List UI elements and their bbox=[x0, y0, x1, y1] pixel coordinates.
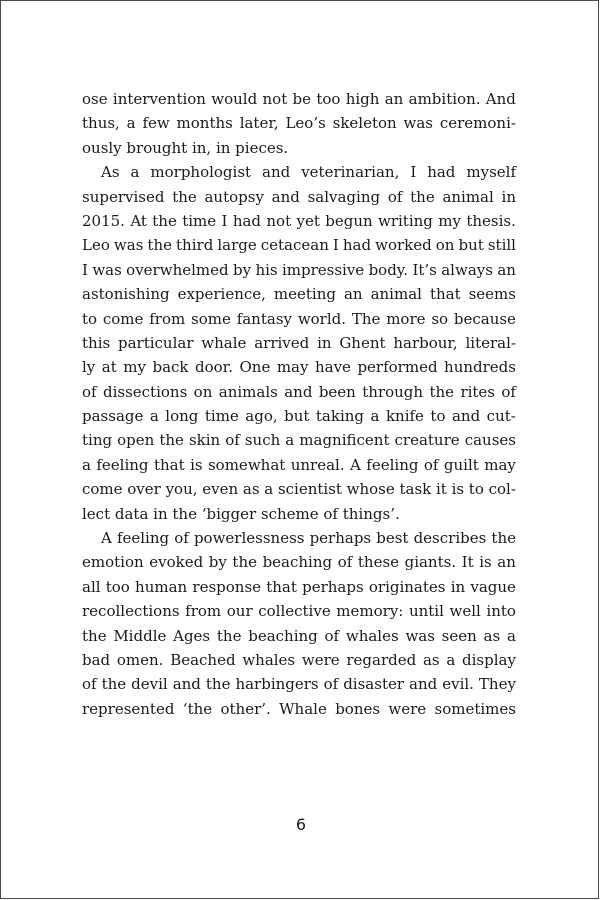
word: a bbox=[506, 626, 516, 645]
word: cut- bbox=[486, 407, 516, 426]
word: of bbox=[174, 529, 189, 548]
word: of bbox=[337, 553, 353, 572]
word: disaster bbox=[343, 675, 405, 694]
word: recollections bbox=[82, 602, 180, 621]
word: to bbox=[82, 309, 98, 328]
word: by bbox=[232, 260, 252, 279]
word: thesis. bbox=[466, 211, 516, 230]
word: the bbox=[491, 529, 516, 548]
word: dissections bbox=[102, 382, 188, 401]
word: seems bbox=[468, 285, 516, 304]
word: the bbox=[205, 675, 231, 694]
word: the bbox=[172, 187, 197, 206]
word: the bbox=[147, 236, 172, 255]
word: whale bbox=[201, 333, 247, 352]
word: task bbox=[399, 480, 432, 499]
word: an bbox=[343, 285, 363, 304]
word: months bbox=[176, 114, 233, 133]
word: of bbox=[82, 675, 97, 694]
word: arrived bbox=[254, 333, 310, 352]
word: describes bbox=[413, 529, 487, 548]
word: was bbox=[92, 260, 122, 279]
word: sometimes bbox=[434, 699, 516, 718]
word: thus, bbox=[82, 114, 120, 133]
text-line bbox=[82, 160, 516, 184]
word: skeleton bbox=[332, 114, 397, 133]
word: at bbox=[101, 358, 117, 377]
word: a bbox=[446, 650, 456, 669]
word: I bbox=[332, 236, 339, 255]
word: Beached bbox=[170, 650, 236, 669]
text-line bbox=[82, 111, 516, 135]
word: feeling bbox=[116, 529, 170, 548]
word: is bbox=[190, 455, 203, 474]
word: magnificent bbox=[299, 431, 390, 450]
word: body. bbox=[368, 260, 409, 279]
text-line bbox=[82, 477, 516, 501]
word: the bbox=[152, 211, 177, 230]
word: skin bbox=[188, 431, 221, 450]
word: represented bbox=[82, 699, 175, 718]
word: Ages bbox=[173, 626, 211, 645]
word: a bbox=[130, 163, 140, 182]
text-line bbox=[82, 233, 516, 257]
word: regarded bbox=[346, 650, 417, 669]
word: well bbox=[449, 602, 481, 621]
word: is bbox=[479, 553, 492, 572]
word: was bbox=[113, 236, 144, 255]
word: through bbox=[362, 382, 424, 401]
text-line bbox=[82, 624, 516, 648]
text-line bbox=[82, 599, 516, 623]
word: long bbox=[165, 407, 199, 426]
word: some bbox=[191, 309, 231, 328]
text-line bbox=[82, 87, 516, 111]
word: in bbox=[317, 333, 332, 352]
word: animals bbox=[218, 382, 278, 401]
word: come bbox=[82, 480, 123, 499]
word: salvaging bbox=[307, 187, 381, 206]
word: passage bbox=[82, 407, 144, 426]
word: too bbox=[105, 577, 130, 596]
word: into bbox=[486, 602, 516, 621]
word: come bbox=[102, 309, 144, 328]
word: so bbox=[431, 309, 449, 328]
text-line bbox=[82, 331, 516, 355]
word: and bbox=[284, 382, 313, 401]
word: The bbox=[351, 309, 381, 328]
word: I bbox=[410, 163, 417, 182]
word: time bbox=[204, 407, 239, 426]
word: open bbox=[117, 431, 155, 450]
word: ambition. bbox=[408, 90, 481, 108]
word: as bbox=[422, 650, 440, 669]
word: too bbox=[316, 90, 341, 108]
word: whose bbox=[346, 480, 395, 499]
word: of bbox=[387, 187, 403, 206]
word: myself bbox=[466, 163, 516, 182]
word: door. bbox=[195, 358, 233, 377]
word: of bbox=[324, 626, 340, 645]
word: that bbox=[429, 285, 461, 304]
text-line bbox=[82, 648, 516, 672]
word: a bbox=[285, 431, 295, 450]
word: memory: bbox=[336, 602, 404, 621]
word: until bbox=[408, 602, 444, 621]
word: over bbox=[127, 480, 161, 499]
word: 2015. bbox=[82, 211, 125, 230]
word: an bbox=[497, 260, 516, 279]
word: that bbox=[153, 455, 185, 474]
word: feeling bbox=[96, 455, 149, 474]
word: may bbox=[276, 358, 309, 377]
word: beaching bbox=[248, 626, 318, 645]
word: the bbox=[410, 187, 435, 206]
word: performed bbox=[357, 358, 438, 377]
text-line: ously brought in, in pieces. bbox=[82, 138, 289, 157]
word: vague bbox=[470, 577, 516, 596]
word: the bbox=[159, 431, 184, 450]
text-line bbox=[82, 282, 516, 306]
word: ago, bbox=[245, 407, 278, 426]
text-line bbox=[82, 209, 516, 233]
word: later, bbox=[239, 114, 279, 133]
word: They bbox=[478, 675, 516, 694]
word: writing bbox=[378, 211, 433, 230]
word: more bbox=[386, 309, 426, 328]
word: literal- bbox=[465, 333, 516, 352]
word: whales bbox=[345, 626, 399, 645]
word: world. bbox=[297, 309, 347, 328]
word: would bbox=[211, 90, 258, 108]
word: causes bbox=[464, 431, 516, 450]
word: a bbox=[370, 407, 380, 426]
word: impressive bbox=[281, 260, 365, 279]
word: begun bbox=[325, 211, 373, 230]
word: bones bbox=[335, 699, 381, 718]
word: third bbox=[176, 236, 214, 255]
word: on bbox=[193, 382, 213, 401]
word: At bbox=[130, 211, 147, 230]
word: veterinarian, bbox=[301, 163, 400, 182]
word: in bbox=[501, 187, 516, 206]
word: experience, bbox=[177, 285, 266, 304]
word: ceremoni- bbox=[439, 114, 516, 133]
word: may bbox=[484, 455, 516, 474]
text-line bbox=[82, 307, 516, 331]
word: always bbox=[441, 260, 493, 279]
word: had bbox=[427, 163, 456, 182]
word: that bbox=[266, 577, 297, 596]
word: perhaps bbox=[309, 529, 372, 548]
word: as bbox=[242, 480, 260, 499]
body-text bbox=[82, 87, 516, 721]
word: ting bbox=[82, 431, 113, 450]
word: A bbox=[101, 529, 112, 548]
word: by bbox=[208, 553, 227, 572]
word: my bbox=[438, 211, 461, 230]
text-line bbox=[82, 404, 516, 428]
word: the bbox=[429, 382, 455, 401]
word: high bbox=[345, 90, 380, 108]
word: Whale bbox=[279, 699, 327, 718]
word: particular bbox=[117, 333, 194, 352]
word: autopsy bbox=[204, 187, 264, 206]
word: my bbox=[123, 358, 146, 377]
word: was bbox=[403, 114, 433, 133]
word: display bbox=[462, 650, 516, 669]
word: whales bbox=[242, 650, 296, 669]
word: unreal. bbox=[290, 455, 345, 474]
text-line bbox=[82, 380, 516, 404]
word: of bbox=[225, 431, 240, 450]
word: from bbox=[185, 602, 222, 621]
word: were bbox=[301, 650, 340, 669]
word: of bbox=[323, 675, 339, 694]
word: guilt bbox=[443, 455, 479, 474]
word: It bbox=[461, 553, 474, 572]
word: was bbox=[405, 626, 435, 645]
word: meeting bbox=[273, 285, 336, 304]
word: Leo’s bbox=[285, 114, 326, 133]
word: worked bbox=[375, 236, 432, 255]
word: As bbox=[101, 163, 120, 182]
word: but bbox=[284, 407, 310, 426]
word: the bbox=[216, 626, 242, 645]
word: emotion bbox=[82, 553, 144, 572]
word: an bbox=[384, 90, 404, 108]
word: ose bbox=[82, 90, 108, 108]
word: overwhelmed bbox=[126, 260, 229, 279]
word: these bbox=[357, 553, 400, 572]
word: hundreds bbox=[444, 358, 516, 377]
word: is bbox=[451, 480, 465, 499]
word: and bbox=[172, 675, 201, 694]
word: seen bbox=[441, 626, 477, 645]
word: as bbox=[483, 626, 501, 645]
word: A bbox=[350, 455, 361, 474]
word: back bbox=[152, 358, 189, 377]
word: taking bbox=[315, 407, 365, 426]
word: yet bbox=[296, 211, 320, 230]
word: had bbox=[342, 236, 372, 255]
word: giants. bbox=[404, 553, 457, 572]
word: such bbox=[244, 431, 281, 450]
text-line bbox=[82, 258, 516, 282]
word: all bbox=[82, 577, 101, 596]
word: of bbox=[501, 382, 516, 401]
word: Middle bbox=[113, 626, 167, 645]
word: and bbox=[409, 675, 438, 694]
word: fantasy bbox=[236, 309, 292, 328]
word: his bbox=[255, 260, 278, 279]
word: on bbox=[435, 236, 455, 255]
word: animal bbox=[370, 285, 422, 304]
word: beaching bbox=[262, 553, 333, 572]
word: the bbox=[82, 626, 107, 645]
word: evil. bbox=[442, 675, 474, 694]
word: best bbox=[376, 529, 409, 548]
text-line: lect data in the ‘bigger scheme of things’. bbox=[82, 504, 400, 523]
word: but bbox=[458, 236, 484, 255]
text-line bbox=[82, 428, 516, 452]
word: ‘the bbox=[182, 699, 213, 718]
word: our bbox=[226, 602, 253, 621]
word: a bbox=[149, 407, 159, 426]
word: a bbox=[264, 480, 274, 499]
text-line bbox=[82, 185, 516, 209]
word: to bbox=[468, 480, 484, 499]
text-line bbox=[82, 672, 516, 696]
word: intervention bbox=[112, 90, 206, 108]
word: of bbox=[82, 382, 97, 401]
word: were bbox=[388, 699, 427, 718]
word: been bbox=[318, 382, 356, 401]
word: Ghent bbox=[339, 333, 386, 352]
word: response bbox=[192, 577, 262, 596]
word: it bbox=[436, 480, 447, 499]
word: few bbox=[142, 114, 170, 133]
text-line bbox=[82, 550, 516, 574]
word: still bbox=[487, 236, 516, 255]
word: bad bbox=[82, 650, 111, 669]
word: animal bbox=[442, 187, 494, 206]
word: time bbox=[182, 211, 217, 230]
word: this bbox=[82, 333, 111, 352]
word: Leo bbox=[82, 236, 110, 255]
page-number: 6 bbox=[295, 815, 307, 834]
word: in bbox=[450, 577, 466, 596]
word: rites bbox=[460, 382, 496, 401]
text-line bbox=[82, 697, 516, 721]
word: harbingers bbox=[235, 675, 319, 694]
word: you, bbox=[165, 480, 198, 499]
word: not bbox=[262, 90, 288, 108]
word: had bbox=[232, 211, 262, 230]
word: I bbox=[82, 260, 88, 279]
word: knife bbox=[385, 407, 424, 426]
word: because bbox=[453, 309, 516, 328]
word: feeling bbox=[366, 455, 419, 474]
word: creature bbox=[394, 431, 460, 450]
text-line bbox=[82, 526, 516, 550]
word: powerlessness bbox=[193, 529, 305, 548]
word: col- bbox=[488, 480, 516, 499]
word: collective bbox=[258, 602, 331, 621]
word: not bbox=[266, 211, 292, 230]
word: astonishing bbox=[82, 285, 170, 304]
word: human bbox=[135, 577, 188, 596]
word: be bbox=[292, 90, 312, 108]
word: originates bbox=[368, 577, 446, 596]
word: even bbox=[202, 480, 239, 499]
word: the bbox=[101, 675, 127, 694]
word: I bbox=[221, 211, 228, 230]
word: from bbox=[149, 309, 186, 328]
word: One bbox=[239, 358, 271, 377]
word: supervised bbox=[82, 187, 165, 206]
word: omen. bbox=[116, 650, 164, 669]
word: and bbox=[451, 407, 481, 426]
word: of bbox=[423, 455, 439, 474]
word: other’. bbox=[220, 699, 271, 718]
text-line bbox=[82, 355, 516, 379]
word: a bbox=[126, 114, 136, 133]
word: and bbox=[271, 187, 300, 206]
word: morphologist bbox=[150, 163, 252, 182]
word: have bbox=[314, 358, 351, 377]
word: cetacean bbox=[260, 236, 329, 255]
word: to bbox=[430, 407, 446, 426]
word: evoked bbox=[149, 553, 204, 572]
word: and bbox=[262, 163, 291, 182]
word: It’s bbox=[412, 260, 437, 279]
word: ly bbox=[82, 358, 96, 377]
word: the bbox=[232, 553, 257, 572]
text-line bbox=[82, 575, 516, 599]
word: somewhat bbox=[207, 455, 286, 474]
word: perhaps bbox=[302, 577, 364, 596]
text-line bbox=[82, 453, 516, 477]
word: a bbox=[82, 455, 91, 474]
word: harbour, bbox=[393, 333, 458, 352]
word: And bbox=[485, 90, 516, 108]
word: devil bbox=[131, 675, 168, 694]
word: scientist bbox=[277, 480, 342, 499]
word: large bbox=[217, 236, 257, 255]
word: an bbox=[497, 553, 516, 572]
